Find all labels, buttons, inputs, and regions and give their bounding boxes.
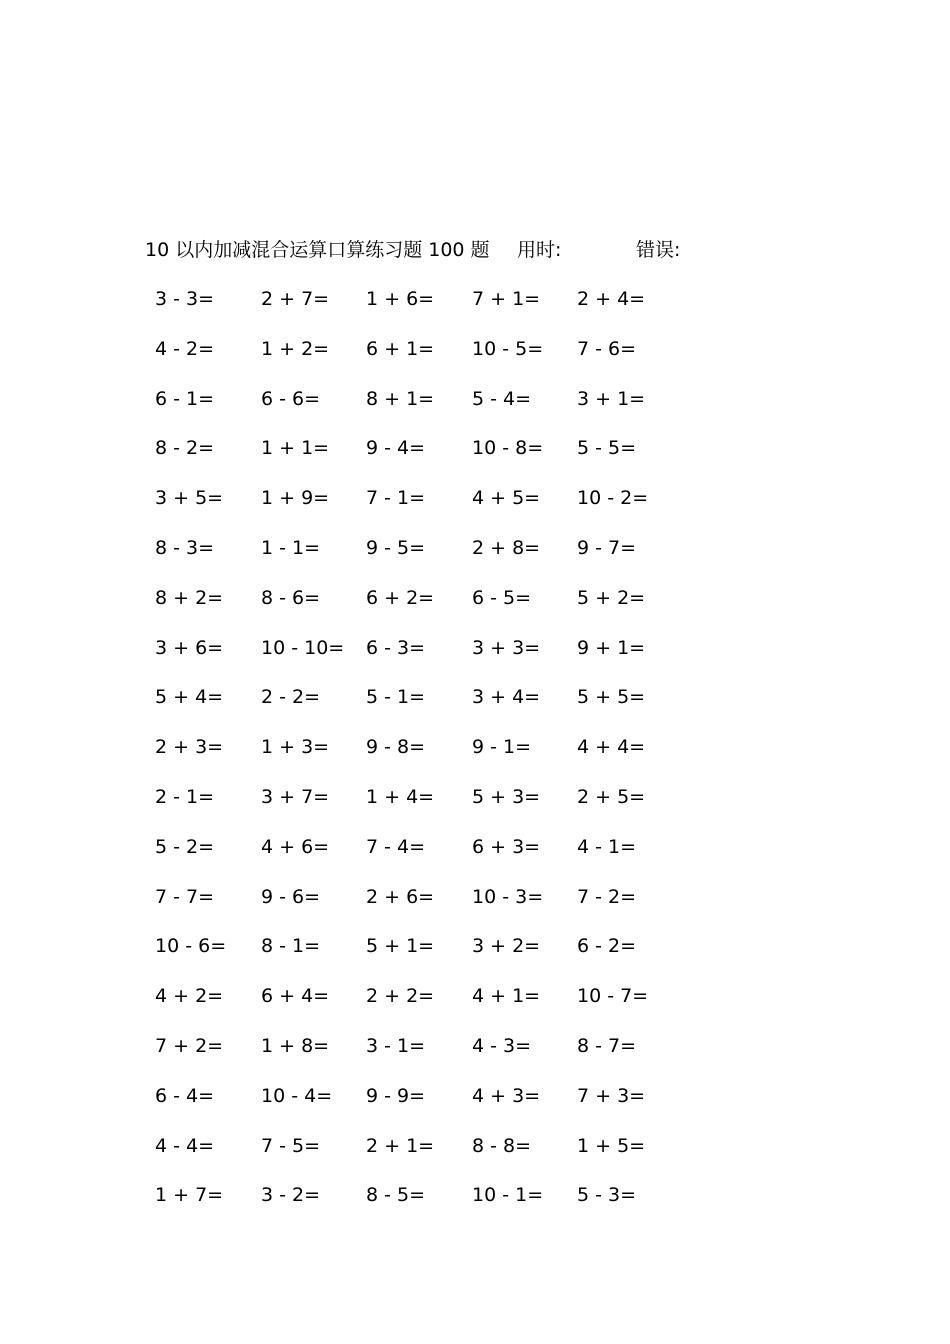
arithmetic-problem: 5 - 3=: [577, 1184, 637, 1207]
arithmetic-problem: 1 + 6=: [366, 288, 435, 310]
arithmetic-problem: 4 + 5=: [472, 487, 541, 510]
problem-row: [145, 782, 705, 832]
arithmetic-problem: 3 - 1=: [366, 1034, 426, 1057]
arithmetic-problem: 2 - 2=: [261, 686, 321, 709]
arithmetic-problem: 4 - 2=: [155, 337, 215, 360]
arithmetic-problem: 3 - 3=: [155, 288, 215, 310]
arithmetic-problem: 1 + 1=: [261, 437, 330, 460]
arithmetic-problem: 7 + 1=: [472, 288, 541, 310]
arithmetic-problem: 2 + 3=: [155, 736, 224, 759]
arithmetic-problem: 2 + 1=: [366, 1134, 435, 1157]
problem-row: [145, 682, 705, 732]
time-used-label: 用时:: [517, 239, 562, 261]
problem-row: [145, 284, 705, 334]
arithmetic-problem: 6 - 2=: [577, 935, 637, 958]
arithmetic-problem: 7 + 2=: [155, 1034, 224, 1057]
arithmetic-problem: 3 + 5=: [155, 487, 224, 510]
arithmetic-problem: 4 + 6=: [261, 835, 330, 858]
arithmetic-problem: 7 - 4=: [366, 835, 426, 858]
arithmetic-problem: 4 + 2=: [155, 985, 224, 1008]
arithmetic-problem: 4 + 3=: [472, 1084, 541, 1107]
worksheet-title: 10 以内加减混合运算口算练习题 100 题: [145, 239, 490, 261]
arithmetic-problem: 5 + 3=: [472, 785, 541, 808]
arithmetic-problem: 3 + 7=: [261, 785, 330, 808]
arithmetic-problem: 6 - 6=: [261, 387, 321, 410]
arithmetic-problem: 8 - 7=: [577, 1034, 637, 1057]
arithmetic-problem: 5 - 1=: [366, 686, 426, 709]
problem-row: [145, 981, 705, 1031]
arithmetic-problem: 9 - 8=: [366, 736, 426, 759]
arithmetic-problem: 1 + 5=: [577, 1134, 646, 1157]
arithmetic-problem: 6 + 4=: [261, 985, 330, 1008]
arithmetic-problem: 3 + 2=: [472, 935, 541, 958]
arithmetic-problem: 6 - 3=: [366, 636, 426, 659]
arithmetic-problem: 2 - 1=: [155, 785, 215, 808]
arithmetic-problem: 7 + 3=: [577, 1084, 646, 1107]
arithmetic-problem: 8 + 1=: [366, 387, 435, 410]
arithmetic-problem: 4 + 4=: [577, 736, 646, 759]
arithmetic-problem: 7 - 7=: [155, 885, 215, 908]
problem-row: [145, 1081, 705, 1131]
arithmetic-problem: 8 - 6=: [261, 586, 321, 609]
arithmetic-problem: 9 - 4=: [366, 437, 426, 460]
problem-row: [145, 384, 705, 434]
arithmetic-problem: 5 - 4=: [472, 387, 532, 410]
arithmetic-problem: 6 - 1=: [155, 387, 215, 410]
worksheet-header: [145, 236, 765, 264]
arithmetic-problem: 6 + 1=: [366, 337, 435, 360]
problem-row: [145, 1180, 705, 1230]
arithmetic-problem: 2 + 8=: [472, 536, 541, 559]
arithmetic-problem: 4 + 1=: [472, 985, 541, 1008]
arithmetic-problem: 4 - 1=: [577, 835, 637, 858]
arithmetic-problem: 7 - 2=: [577, 885, 637, 908]
arithmetic-problem: 7 - 6=: [577, 337, 637, 360]
arithmetic-problem: 1 + 7=: [155, 1184, 224, 1207]
arithmetic-problem: 9 - 5=: [366, 536, 426, 559]
arithmetic-problem: 2 + 6=: [366, 885, 435, 908]
arithmetic-problem: 9 - 6=: [261, 885, 321, 908]
arithmetic-problem: 6 - 4=: [155, 1084, 215, 1107]
arithmetic-problem: 10 - 6=: [155, 935, 227, 958]
arithmetic-problem: 9 - 1=: [472, 736, 532, 759]
arithmetic-problem: 10 - 4=: [261, 1084, 333, 1107]
arithmetic-problem: 3 + 4=: [472, 686, 541, 709]
arithmetic-problem: 9 - 9=: [366, 1084, 426, 1107]
arithmetic-problem: 10 - 8=: [472, 437, 544, 460]
problem-row: [145, 483, 705, 533]
arithmetic-problem: 6 + 2=: [366, 586, 435, 609]
problem-grid: [145, 284, 705, 1230]
problem-row: [145, 882, 705, 932]
arithmetic-problem: 9 + 1=: [577, 636, 646, 659]
arithmetic-problem: 10 - 7=: [577, 985, 649, 1008]
arithmetic-problem: 6 - 5=: [472, 586, 532, 609]
arithmetic-problem: 8 - 8=: [472, 1134, 532, 1157]
arithmetic-problem: 10 - 1=: [472, 1184, 544, 1207]
arithmetic-problem: 2 + 4=: [577, 288, 646, 310]
problem-row: [145, 931, 705, 981]
arithmetic-problem: 1 + 8=: [261, 1034, 330, 1057]
arithmetic-problem: 5 + 2=: [577, 586, 646, 609]
problem-row: [145, 732, 705, 782]
arithmetic-problem: 8 - 2=: [155, 437, 215, 460]
arithmetic-problem: 2 + 5=: [577, 785, 646, 808]
problem-row: [145, 633, 705, 683]
arithmetic-problem: 10 - 3=: [472, 885, 544, 908]
arithmetic-problem: 1 + 4=: [366, 785, 435, 808]
arithmetic-problem: 1 + 2=: [261, 337, 330, 360]
problem-row: [145, 533, 705, 583]
arithmetic-problem: 5 - 5=: [577, 437, 637, 460]
arithmetic-problem: 8 - 3=: [155, 536, 215, 559]
arithmetic-problem: 4 - 4=: [155, 1134, 215, 1157]
arithmetic-problem: 5 + 5=: [577, 686, 646, 709]
arithmetic-problem: 2 + 2=: [366, 985, 435, 1008]
arithmetic-problem: 3 + 6=: [155, 636, 224, 659]
arithmetic-problem: 3 + 1=: [577, 387, 646, 410]
arithmetic-problem: 1 + 3=: [261, 736, 330, 759]
arithmetic-problem: 4 - 3=: [472, 1034, 532, 1057]
arithmetic-problem: 5 - 2=: [155, 835, 215, 858]
arithmetic-problem: 3 - 2=: [261, 1184, 321, 1207]
arithmetic-problem: 5 + 4=: [155, 686, 224, 709]
arithmetic-problem: 10 - 10=: [261, 636, 345, 659]
arithmetic-problem: 7 - 1=: [366, 487, 426, 510]
arithmetic-problem: 2 + 7=: [261, 288, 330, 310]
arithmetic-problem: 10 - 2=: [577, 487, 649, 510]
problem-row: [145, 1131, 705, 1181]
arithmetic-problem: 10 - 5=: [472, 337, 544, 360]
problem-row: [145, 433, 705, 483]
arithmetic-problem: 7 - 5=: [261, 1134, 321, 1157]
arithmetic-problem: 8 - 1=: [261, 935, 321, 958]
error-count-label: 错误:: [636, 239, 681, 261]
arithmetic-problem: 5 + 1=: [366, 935, 435, 958]
arithmetic-problem: 1 + 9=: [261, 487, 330, 510]
arithmetic-problem: 8 + 2=: [155, 586, 224, 609]
arithmetic-problem: 1 - 1=: [261, 536, 321, 559]
arithmetic-problem: 9 - 7=: [577, 536, 637, 559]
arithmetic-problem: 6 + 3=: [472, 835, 541, 858]
problem-row: [145, 334, 705, 384]
problem-row: [145, 1031, 705, 1081]
problem-row: [145, 832, 705, 882]
arithmetic-problem: 8 - 5=: [366, 1184, 426, 1207]
arithmetic-problem: 3 + 3=: [472, 636, 541, 659]
problem-row: [145, 583, 705, 633]
